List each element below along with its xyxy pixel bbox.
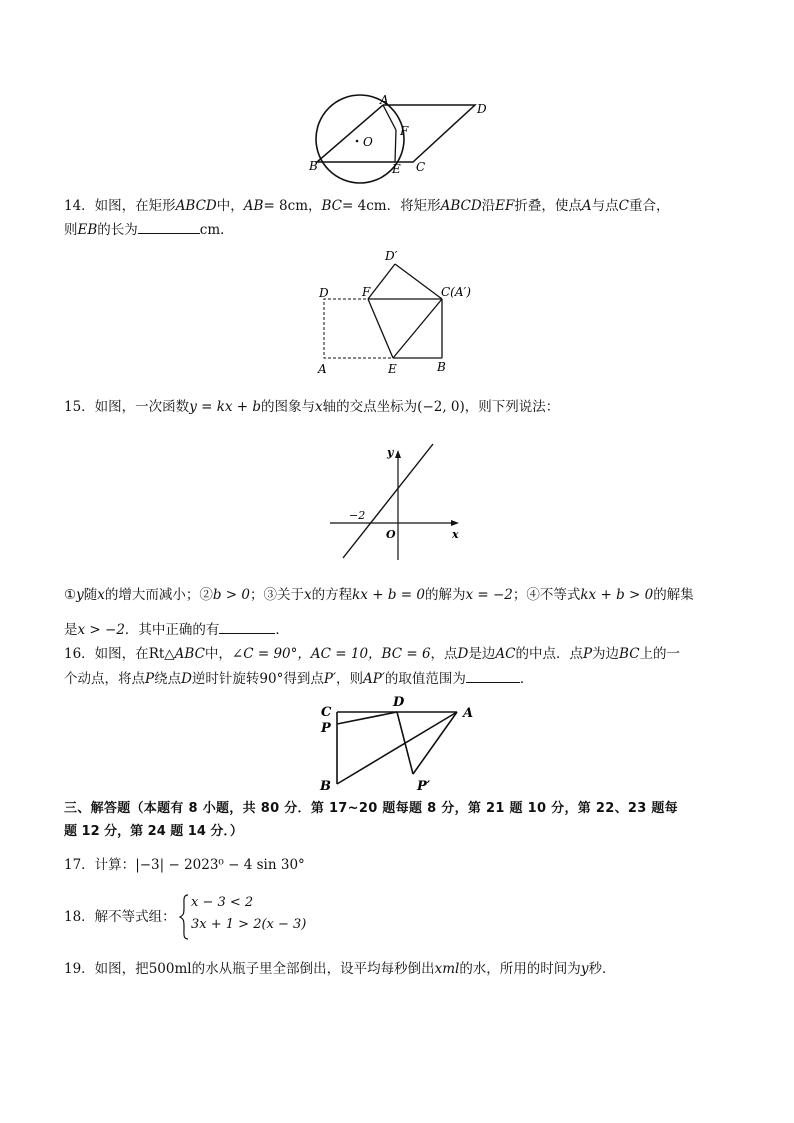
label-e: E bbox=[388, 362, 397, 376]
label-x: x bbox=[452, 528, 459, 541]
segment-fe bbox=[395, 130, 396, 162]
label-a: A bbox=[463, 706, 474, 721]
label-dprime: D′ bbox=[385, 249, 398, 263]
figure-q15 bbox=[325, 440, 470, 565]
label-b: B bbox=[309, 159, 318, 173]
y-axis-arrow bbox=[395, 450, 401, 458]
answer-blank-q16[interactable] bbox=[466, 668, 520, 683]
segment-dprime-c bbox=[395, 264, 442, 299]
segment-ec bbox=[393, 299, 442, 358]
circle-o bbox=[316, 95, 404, 183]
label-a: A bbox=[380, 93, 389, 107]
segment-pd bbox=[337, 712, 397, 724]
label-y: y bbox=[387, 446, 394, 459]
figure-q14 bbox=[310, 246, 480, 376]
q14-line1: 14．如图，在矩形ABCD中，AB= 8cm，BC= 4cm．将矩形ABCD沿EF折叠，使点A与点C重合， bbox=[64, 198, 670, 214]
q18-inequality-1: x − 3 < 2 bbox=[191, 895, 254, 910]
label-b: B bbox=[320, 779, 331, 794]
center-dot bbox=[356, 140, 359, 143]
q18-label: 18．解不等式组： bbox=[64, 909, 176, 925]
label-a: A bbox=[318, 362, 327, 376]
label-neg2: −2 bbox=[349, 509, 366, 522]
label-f: F bbox=[362, 285, 371, 299]
label-d: D bbox=[477, 102, 487, 116]
answer-blank-q14[interactable] bbox=[138, 219, 200, 234]
label-c-aprime: C(A′) bbox=[441, 285, 471, 299]
figure-q13 bbox=[300, 92, 500, 187]
segment-fe bbox=[368, 299, 393, 358]
segment-f-dprime bbox=[368, 264, 395, 299]
label-c: C bbox=[321, 705, 332, 720]
q14-line2: 则EB的长为 cm． bbox=[64, 219, 234, 240]
label-b: B bbox=[437, 360, 446, 374]
figure-q16 bbox=[315, 690, 485, 798]
segment-ba bbox=[337, 712, 457, 784]
section3-heading-line1: 三、解答题（本题有 8 小题，共 80 分．第 17~20 题每题 8 分，第 21 题 10 分，第 22、23 题每 bbox=[64, 801, 678, 816]
label-p: P bbox=[321, 721, 331, 736]
segment-a-pprime bbox=[413, 712, 457, 774]
q18-inequality-2: 3x + 1 > 2(x − 3) bbox=[191, 917, 307, 932]
segment-d-pprime bbox=[397, 712, 413, 774]
q17-line: 17．计算：|−3| − 2023⁰ − 4 sin 30° bbox=[64, 857, 305, 873]
brace-icon bbox=[179, 894, 189, 940]
label-d: D bbox=[319, 286, 329, 300]
q15-line3: 是x > −2．其中正确的有 ． bbox=[64, 619, 289, 640]
label-f: F bbox=[400, 124, 409, 138]
q16-line2: 个动点，将点P绕点D逆时针旋转90°得到点P′，则AP′的取值范围为 ． bbox=[64, 668, 533, 689]
answer-blank-q15[interactable] bbox=[219, 619, 275, 634]
label-origin: O bbox=[386, 528, 396, 541]
q15-line1: 15．如图，一次函数y = kx + b的图象与x轴的交点坐标为(−2, 0)，则下列说法： bbox=[64, 399, 560, 415]
q19-line: 19．如图，把500ml的水从瓶子里全部倒出，设平均每秒倒出xml的水，所用的时间为y秒． bbox=[64, 961, 616, 977]
dashed-rect bbox=[324, 299, 393, 358]
label-pprime: P′ bbox=[417, 779, 431, 794]
label-e: E bbox=[392, 162, 401, 176]
label-c: C bbox=[416, 160, 426, 174]
q16-line1: 16．如图，在Rt△ABC中，∠C = 90°，AC = 10，BC = 6，点D是边AC的中点．点P为边BC上的一 bbox=[64, 646, 681, 662]
q15-options-line: ①y随x的增大而减小；②b > 0；③关于x的方程kx + b = 0的解为x = −2；④不等式kx + b > 0的解集 bbox=[64, 587, 694, 603]
x-axis-arrow bbox=[451, 520, 459, 526]
section3-heading-line2: 题 12 分，第 24 题 14 分．） bbox=[64, 824, 243, 839]
segment-af bbox=[383, 105, 396, 130]
q17-expression: |−3| − 2023⁰ − 4 sin 30° bbox=[135, 857, 305, 873]
label-d: D bbox=[393, 695, 405, 710]
label-o: O bbox=[363, 135, 373, 149]
